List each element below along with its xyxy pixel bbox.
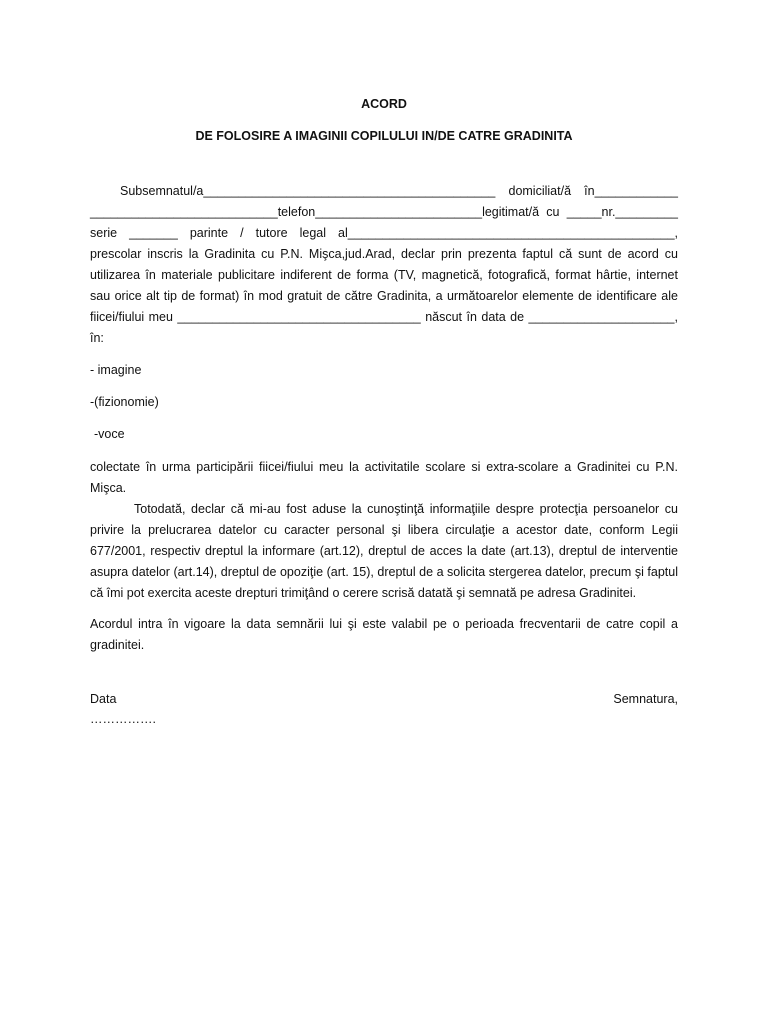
document-subtitle: DE FOLOSIRE A IMAGINII COPILULUI IN/DE CATRE GRADINITA [195, 129, 573, 143]
document-title: ACORD [361, 97, 407, 111]
date-label: Data [90, 692, 117, 706]
list-item-voice: -voce [94, 427, 125, 441]
data-protection-paragraph: Totodată, declar că mi-au fost aduse la cunoştinţă informaţiile despre protecţia persoanelor cu privire la prelucrarea datelor cu caracter personal şi libera circulaţie a acestor date, conform Legii 677/2001, respectiv dreptul la informare (art.12), dreptul de acces la date (art.13), dreptul de interventie asupra datelor (art.14), dreptul de opoziţie (art. 15), dreptul de a solicita stergerea datelor, precum şi faptul că îmi pot exercita aceste drepturi trimiţând o cerere scrisă datată şi semnată pe adresa Gradinitei. [90, 502, 678, 600]
list-item-image: - imagine [90, 363, 142, 377]
collected-paragraph: colectate în urma participării fiicei/fiului meu la activitatile scolare si extra-scolare a Gradinitei cu P.N. Mişca. [90, 460, 678, 495]
signature-row [90, 689, 678, 710]
intro-paragraph: Subsemnatul/a__________________________________________ domiciliat/ă în____________ ___________________________telefon________________________legitimat/ă cu _____nr._________ serie _______ parinte / tutore legal al_______________________________________________, prescolar inscris la Gradinita cu P.N. Mişca,jud.Arad, declar prin prezenta faptul că sunt de acord cu utilizarea în materiale publicitare indiferent de forma (TV, magnetică, fotografică, format hârtie, internet sau orice alt tip de format) în mod gratuit de către Gradinita, a următoarelor elemente de identificare ale fiicei/fiului meu ___________________________________ născut în data de _____________________, în: [90, 184, 678, 345]
signature-label: Semnatura, [613, 692, 678, 706]
agreement-paragraph: Acordul intra în vigoare la data semnării lui şi este valabil pe o perioada frecventarii de catre copil a gradinitei. [90, 617, 678, 652]
date-placeholder: ……………. [90, 712, 156, 726]
list-item-physiognomy: -(fizionomie) [90, 395, 159, 409]
